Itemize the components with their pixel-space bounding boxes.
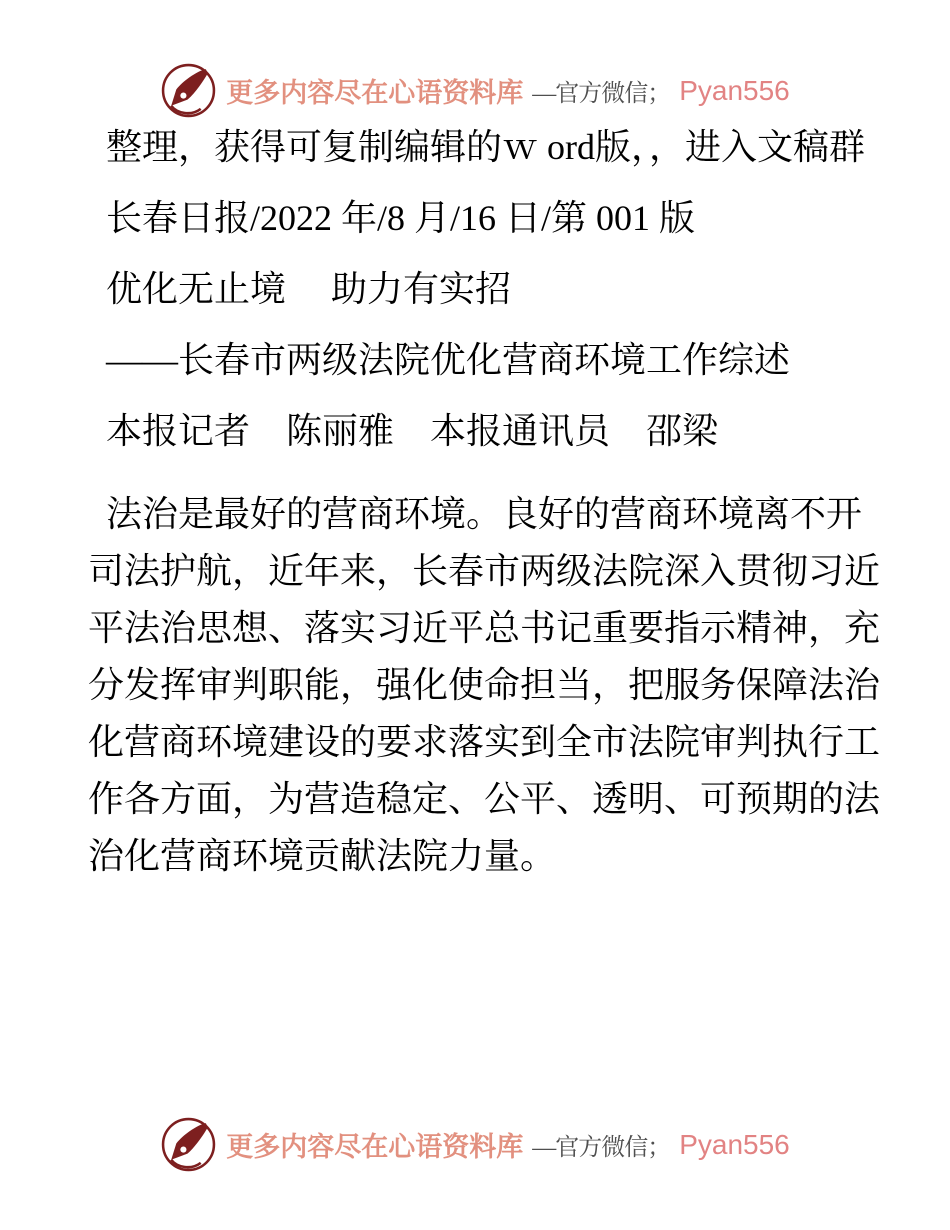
article-body — [88, 119, 888, 899]
paragraph-body: 法治是最好的营商环境。良好的营商环境离不开司法护航，近年来，长春市两级法院深入贯彻习近平法治思想、落实习近平总书记重要指示精神，充分发挥审判职能，强化使命担当，把服务保障法治化营商环境建设的要求落实到全市法院审判执行工作各方面，为营造稳定、公平、透明、可预期的法治化营商环境贡献法院力量。 — [88, 494, 881, 876]
paragraph-edit-note: 整理，获得可复制编辑的ｗ ord版，，进入文稿群 — [106, 127, 865, 167]
brand-wechat-id: Pyan556 — [679, 1128, 790, 1160]
brand-text: 更多内容尽在心语资料库 — [226, 1132, 524, 1162]
brand-wechat-id: Pyan556 — [679, 74, 790, 106]
brand-wechat-label: —官方微信； — [532, 81, 671, 107]
pen-nib-logo-icon — [160, 1116, 217, 1173]
paragraph-source-line: 长春日报/2022 年/8 月/16 日/第 001 版 — [106, 198, 696, 238]
brand-text: 更多内容尽在心语资料库 — [226, 78, 524, 108]
header-brand-bar — [0, 62, 950, 119]
footer-brand-bar — [0, 1116, 950, 1173]
paragraph-byline: 本报记者 陈丽雅 本报通讯员 邵梁 — [106, 411, 719, 451]
pen-nib-logo-icon — [160, 62, 217, 119]
paragraph-headline: 优化无止境 助力有实招 — [106, 269, 512, 309]
brand-wechat-label: —官方微信； — [532, 1135, 671, 1161]
paragraph-subheadline: ——长春市两级法院优化营商环境工作综述 — [106, 340, 791, 380]
